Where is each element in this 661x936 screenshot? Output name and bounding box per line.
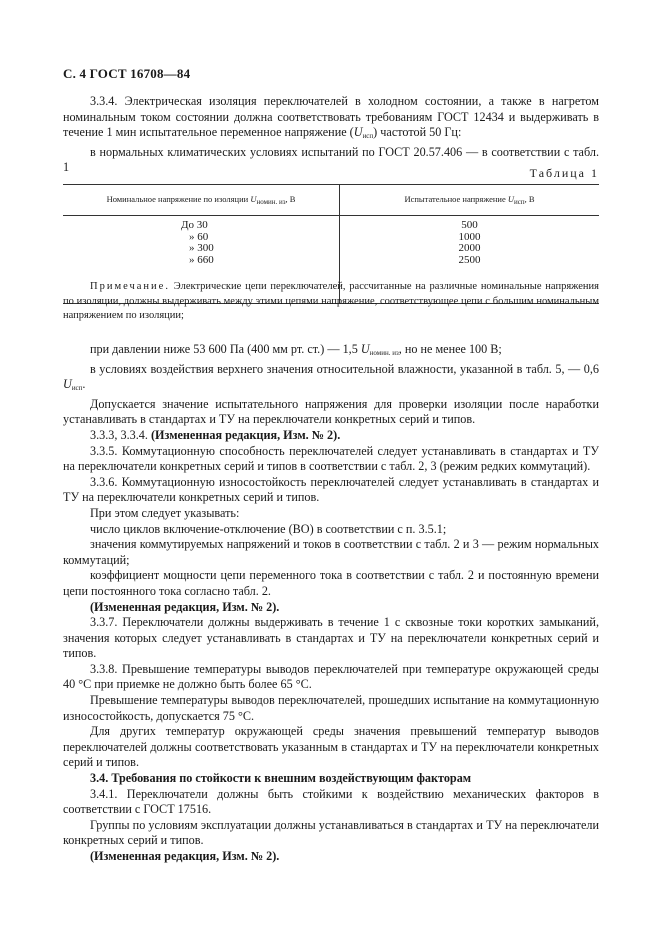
symbol-sub: исп xyxy=(514,198,525,206)
symbol-sub: номин. из xyxy=(369,349,399,357)
paragraph-allowed: Допускается значение испытательного напряжения для проверки изоляции после наработки устанавливать в стандартах и ТУ на переключатели конкретных серий и типов. xyxy=(63,396,599,427)
symbol-sub: исп xyxy=(362,132,374,141)
paragraph-revision xyxy=(63,428,599,444)
nominal-level: » 660 xyxy=(189,253,214,266)
paragraph-cycles: число циклов включение-отключение (ВО) в соответствии с п. 3.5.1; xyxy=(90,521,447,536)
header-text: Номинальное напряжение по изоляции xyxy=(106,194,251,204)
clause-text-end: ) частотой 50 Гц: xyxy=(373,125,462,140)
test-voltage: 2000 xyxy=(458,242,481,254)
paragraph-specify: При этом следует указывать: xyxy=(90,505,240,520)
paragraph-3-3-6: 3.3.6. Коммутационную износостойкость переключателей следует устанавливать в стандартах и ТУ на переключатели конкретных серий и типов. xyxy=(63,474,599,505)
paragraph-3-4-1: 3.4.1. Переключатели должны быть стойкими к воздействию механических факторов в соответствии с ГОСТ 17516. xyxy=(63,786,599,817)
nominal-level: » 300 xyxy=(189,242,214,254)
paragraph-3-3-8: 3.3.8. Превышение температуры выводов переключателей при температуре окружающей среды 40 °С при приемке не должно быть более 65 °С. xyxy=(63,661,599,692)
symbol-sub: исп xyxy=(71,384,83,393)
note-paragraph xyxy=(63,280,599,324)
section-intro xyxy=(63,94,599,176)
paragraph-3-3-4 xyxy=(63,94,599,145)
text-part: . xyxy=(82,377,86,392)
revision-note: (Измененная редакция, Изм. № 2). xyxy=(90,599,280,614)
paragraph-3-3-7: 3.3.7. Переключатели должны выдерживать в течение 1 с сквозные токи коротких замыканий, значения которых следует устанавливать в стандартах и ТУ на переключатели конкретных серий и типов. xyxy=(63,615,599,661)
paragraph-humidity xyxy=(63,362,599,397)
page-header: С. 4 ГОСТ 16708—84 xyxy=(63,66,191,81)
paragraph-pressure xyxy=(63,342,599,362)
paragraph-normal-conditions: в нормальных климатических условиях испытаний по ГОСТ 20.57.406 — в соответствии с табл. 1 xyxy=(63,144,599,175)
column-header-test xyxy=(340,185,600,216)
note-text: Электрические цепи переключателей, рассчитанные на различные номинальные напряжения по изоляции, должны выдерживать между этими цепями напряжение, соответствующее цепи с большим номинальным напряжением по изоляции; xyxy=(63,281,599,322)
text-part: в условиях воздействия верхнего значения относительной влажности, указанной в табл. 5, — 0,6 xyxy=(90,361,599,376)
header-unit: , В xyxy=(285,194,296,204)
symbol-u: U xyxy=(507,194,514,204)
test-voltage: 500 xyxy=(461,219,478,231)
symbol-u: U xyxy=(360,342,370,356)
paragraph-other-temps: Для других температур окружающей среды значения превышений температур выводов переключателей должны соответствовать указанным в стандартах и ТУ на переключатели конкретных серий и типов. xyxy=(63,724,599,770)
revision-note: (Измененная редакция, Изм. № 2). xyxy=(150,427,341,442)
paragraph-3-3-5: 3.3.5. Коммутационную способность переключателей следует устанавливать в стандартах и ТУ на переключатели конкретных серий и типов в соответствии с табл. 2, 3 (режим редких коммутаций). xyxy=(63,443,599,474)
text-part: при давлении ниже 53 600 Па (400 мм рт. ст.) — 1,5 xyxy=(90,342,361,356)
paragraph-temp-rise: Превышение температуры выводов переключателей, прошедших испытание на коммутационную износостойкость, допускается 75 °С. xyxy=(63,693,599,723)
symbol-u: U xyxy=(63,377,72,392)
symbol-u: U xyxy=(250,194,257,204)
column-header-nominal xyxy=(63,185,340,216)
test-voltage: 2500 xyxy=(458,253,481,266)
symbol-u: U xyxy=(353,125,363,140)
text-part: 3.3.3, 3.3.4. xyxy=(90,427,151,442)
revision-note: (Измененная редакция, Изм. № 2). xyxy=(90,849,280,863)
clause-text: Электрическая изоляция переключателей в холодном состоянии, а также в нагретом номинальным током состоянии должна соответствовать требованиям ГОСТ 12434 и выдерживать в течение 1 мин испытательное переменное напряжение ( xyxy=(63,94,599,140)
paragraph-power-factor: коэффициент мощности цепи переменного тока в соответствии с табл. 2 и постоянную времени цепи постоянного тока согласно табл. 2. xyxy=(63,568,599,598)
test-voltage: 1000 xyxy=(458,230,481,243)
paragraph-groups: Группы по условиям эксплуатации должны устанавливаться в стандартах и ТУ на переключатели конкретных серий и типов. xyxy=(63,817,599,848)
section-body xyxy=(63,342,599,865)
text-part: , но не менее 100 В; xyxy=(398,342,502,356)
table-caption: Таблица 1 xyxy=(529,166,599,180)
header-text: Испытательное напряжение xyxy=(404,194,508,204)
table-note xyxy=(63,280,599,324)
clause-number: 3.3.4. xyxy=(90,94,118,108)
nominal-level: » 60 xyxy=(189,230,209,243)
paragraph-values: значения коммутируемых напряжений и токов в соответствии с табл. 2 и 3 — режим нормальных коммутаций; xyxy=(63,537,599,567)
note-label: Примечание. xyxy=(90,281,170,292)
header-unit: , В xyxy=(524,194,535,204)
symbol-sub: номин. из xyxy=(256,198,286,206)
table-header-row xyxy=(63,185,599,216)
nominal-level: До 30 xyxy=(181,219,208,231)
section-heading-3-4: 3.4. Требования по стойкости к внешним воздействующим факторам xyxy=(90,771,472,786)
